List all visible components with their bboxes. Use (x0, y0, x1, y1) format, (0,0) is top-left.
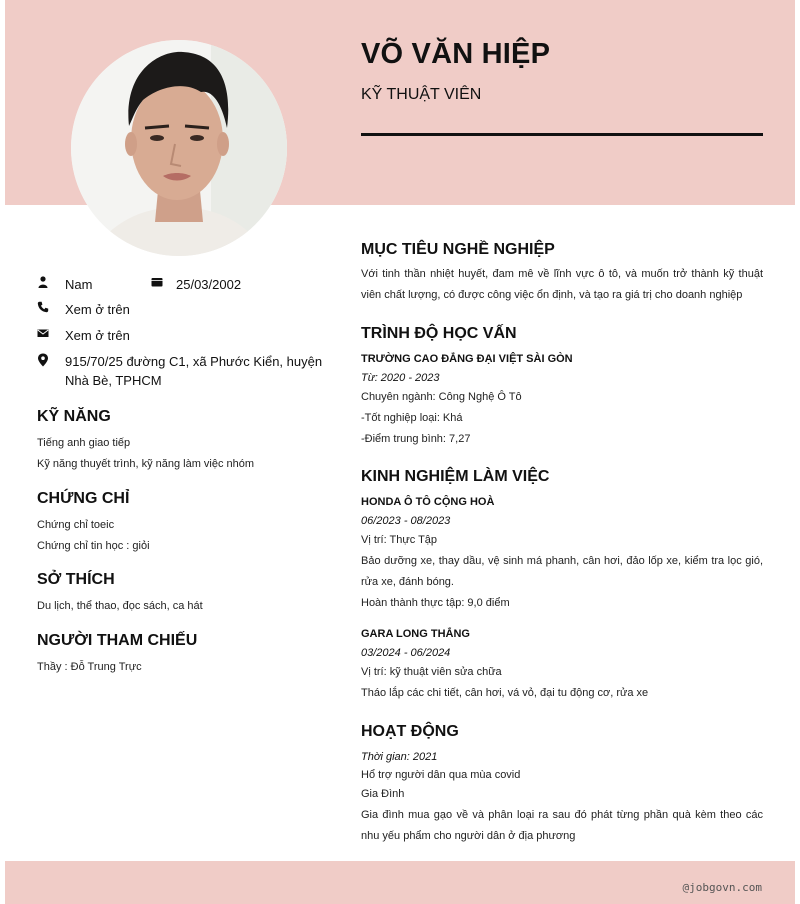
email-text: Xem ở trên (65, 328, 130, 343)
job-1-description: Bảo dưỡng xe, thay dầu, vệ sinh má phanh, cân hơi, đảo lốp xe, kiểm tra lọc gió, rửa xe, đánh bóng. (361, 555, 763, 588)
education-title: TRÌNH ĐỘ HỌC VẤN (361, 325, 517, 342)
contact-row-email (37, 326, 337, 345)
job-2-position: Vị trí: kỹ thuật viên sửa chữa (361, 666, 502, 678)
hobbies-title: SỞ THÍCH (37, 571, 115, 588)
job-1-extra: Hoàn thành thực tập: 9,0 điểm (361, 597, 510, 609)
references-item-1: Thầy : Đỗ Trung Trực (37, 661, 142, 673)
calendar-icon (151, 276, 163, 288)
gender-text: Nam (65, 277, 93, 292)
candidate-name: VÕ VĂN HIỆP (361, 38, 551, 70)
address-line-2: Nhà Bè, TPHCM (65, 373, 162, 388)
skills-item-2: Kỹ năng thuyết trình, kỹ năng làm việc nhóm (37, 458, 255, 470)
activities-title: HOẠT ĐỘNG (361, 723, 459, 740)
certificates-item-2: Chứng chỉ tin học : giỏi (37, 540, 150, 552)
candidate-role: KỸ THUẬT VIÊN (361, 86, 482, 103)
references-title: NGƯỜI THAM CHIẾU (37, 632, 198, 649)
activities-line-2: Gia Đình (361, 788, 405, 800)
envelope-icon (37, 327, 49, 339)
education-line-3: -Điểm trung bình: 7,27 (361, 433, 471, 445)
education-period: Từ: 2020 - 2023 (361, 372, 440, 384)
job-2-period: 03/2024 - 06/2024 (361, 647, 451, 659)
contact-row-phone (37, 300, 337, 319)
map-pin-icon (37, 353, 49, 367)
activities-description: Gia đình mua gạo về và phân loại ra sau đó phát từng phần quà kèm theo các nhu yếu phẩm cho người dân ở địa phương (361, 809, 763, 842)
education-school: TRƯỜNG CAO ĐẲNG ĐẠI VIỆT SÀI GÒN (361, 353, 573, 365)
profile-photo (71, 40, 287, 256)
address-text (65, 352, 345, 390)
certificates-title: CHỨNG CHỈ (37, 490, 130, 507)
phone-text: Xem ở trên (65, 302, 130, 317)
phone-icon (37, 301, 49, 313)
experience-title: KINH NGHIỆM LÀM VIỆC (361, 468, 550, 485)
job-1-position: Vị trí: Thực Tập (361, 534, 438, 546)
job-1-period: 06/2023 - 08/2023 (361, 515, 451, 527)
footer-band (5, 861, 795, 904)
job-2-description: Tháo lắp các chi tiết, cân hơi, vá vỏ, đại tu động cơ, rửa xe (361, 687, 649, 699)
education-line-1: Chuyên ngành: Công Nghệ Ô Tô (361, 391, 522, 403)
footer-watermark: @jobgovn.com (682, 881, 762, 894)
header-divider (361, 133, 763, 136)
certificates-item-1: Chứng chỉ toeic (37, 519, 115, 531)
person-icon (37, 276, 49, 288)
contact-row-address (37, 352, 337, 392)
activities-line-1: Hổ trợ người dân qua mùa covid (361, 769, 521, 781)
objective-text: Với tinh thần nhiệt huyết, đam mê về lĩnh vực ô tô, và muốn trở thành kỹ thuật viên chất lượng, có được công việc ổn định, và tạo ra giá trị cho doanh nghiệp (361, 268, 763, 301)
contact-row-gender-birthdate (37, 275, 337, 294)
profile-photo-illustration (71, 40, 287, 256)
skills-item-1: Tiếng anh giao tiếp (37, 437, 131, 449)
objective-title: MỤC TIÊU NGHỀ NGHIỆP (361, 241, 555, 258)
job-1-company: HONDA Ô TÔ CỘNG HOÀ (361, 496, 495, 508)
education-line-2: -Tốt nghiệp loại: Khá (361, 412, 463, 424)
address-line-1: 915/70/25 đường C1, xã Phước Kiển, huyện (65, 354, 323, 369)
skills-title: KỸ NĂNG (37, 408, 111, 425)
hobbies-item-1: Du lịch, thể thao, đọc sách, ca hát (37, 600, 203, 612)
activities-period: Thời gian: 2021 (361, 751, 438, 763)
birthdate-text: 25/03/2002 (176, 277, 242, 292)
job-2-company: GARA LONG THẮNG (361, 628, 470, 640)
